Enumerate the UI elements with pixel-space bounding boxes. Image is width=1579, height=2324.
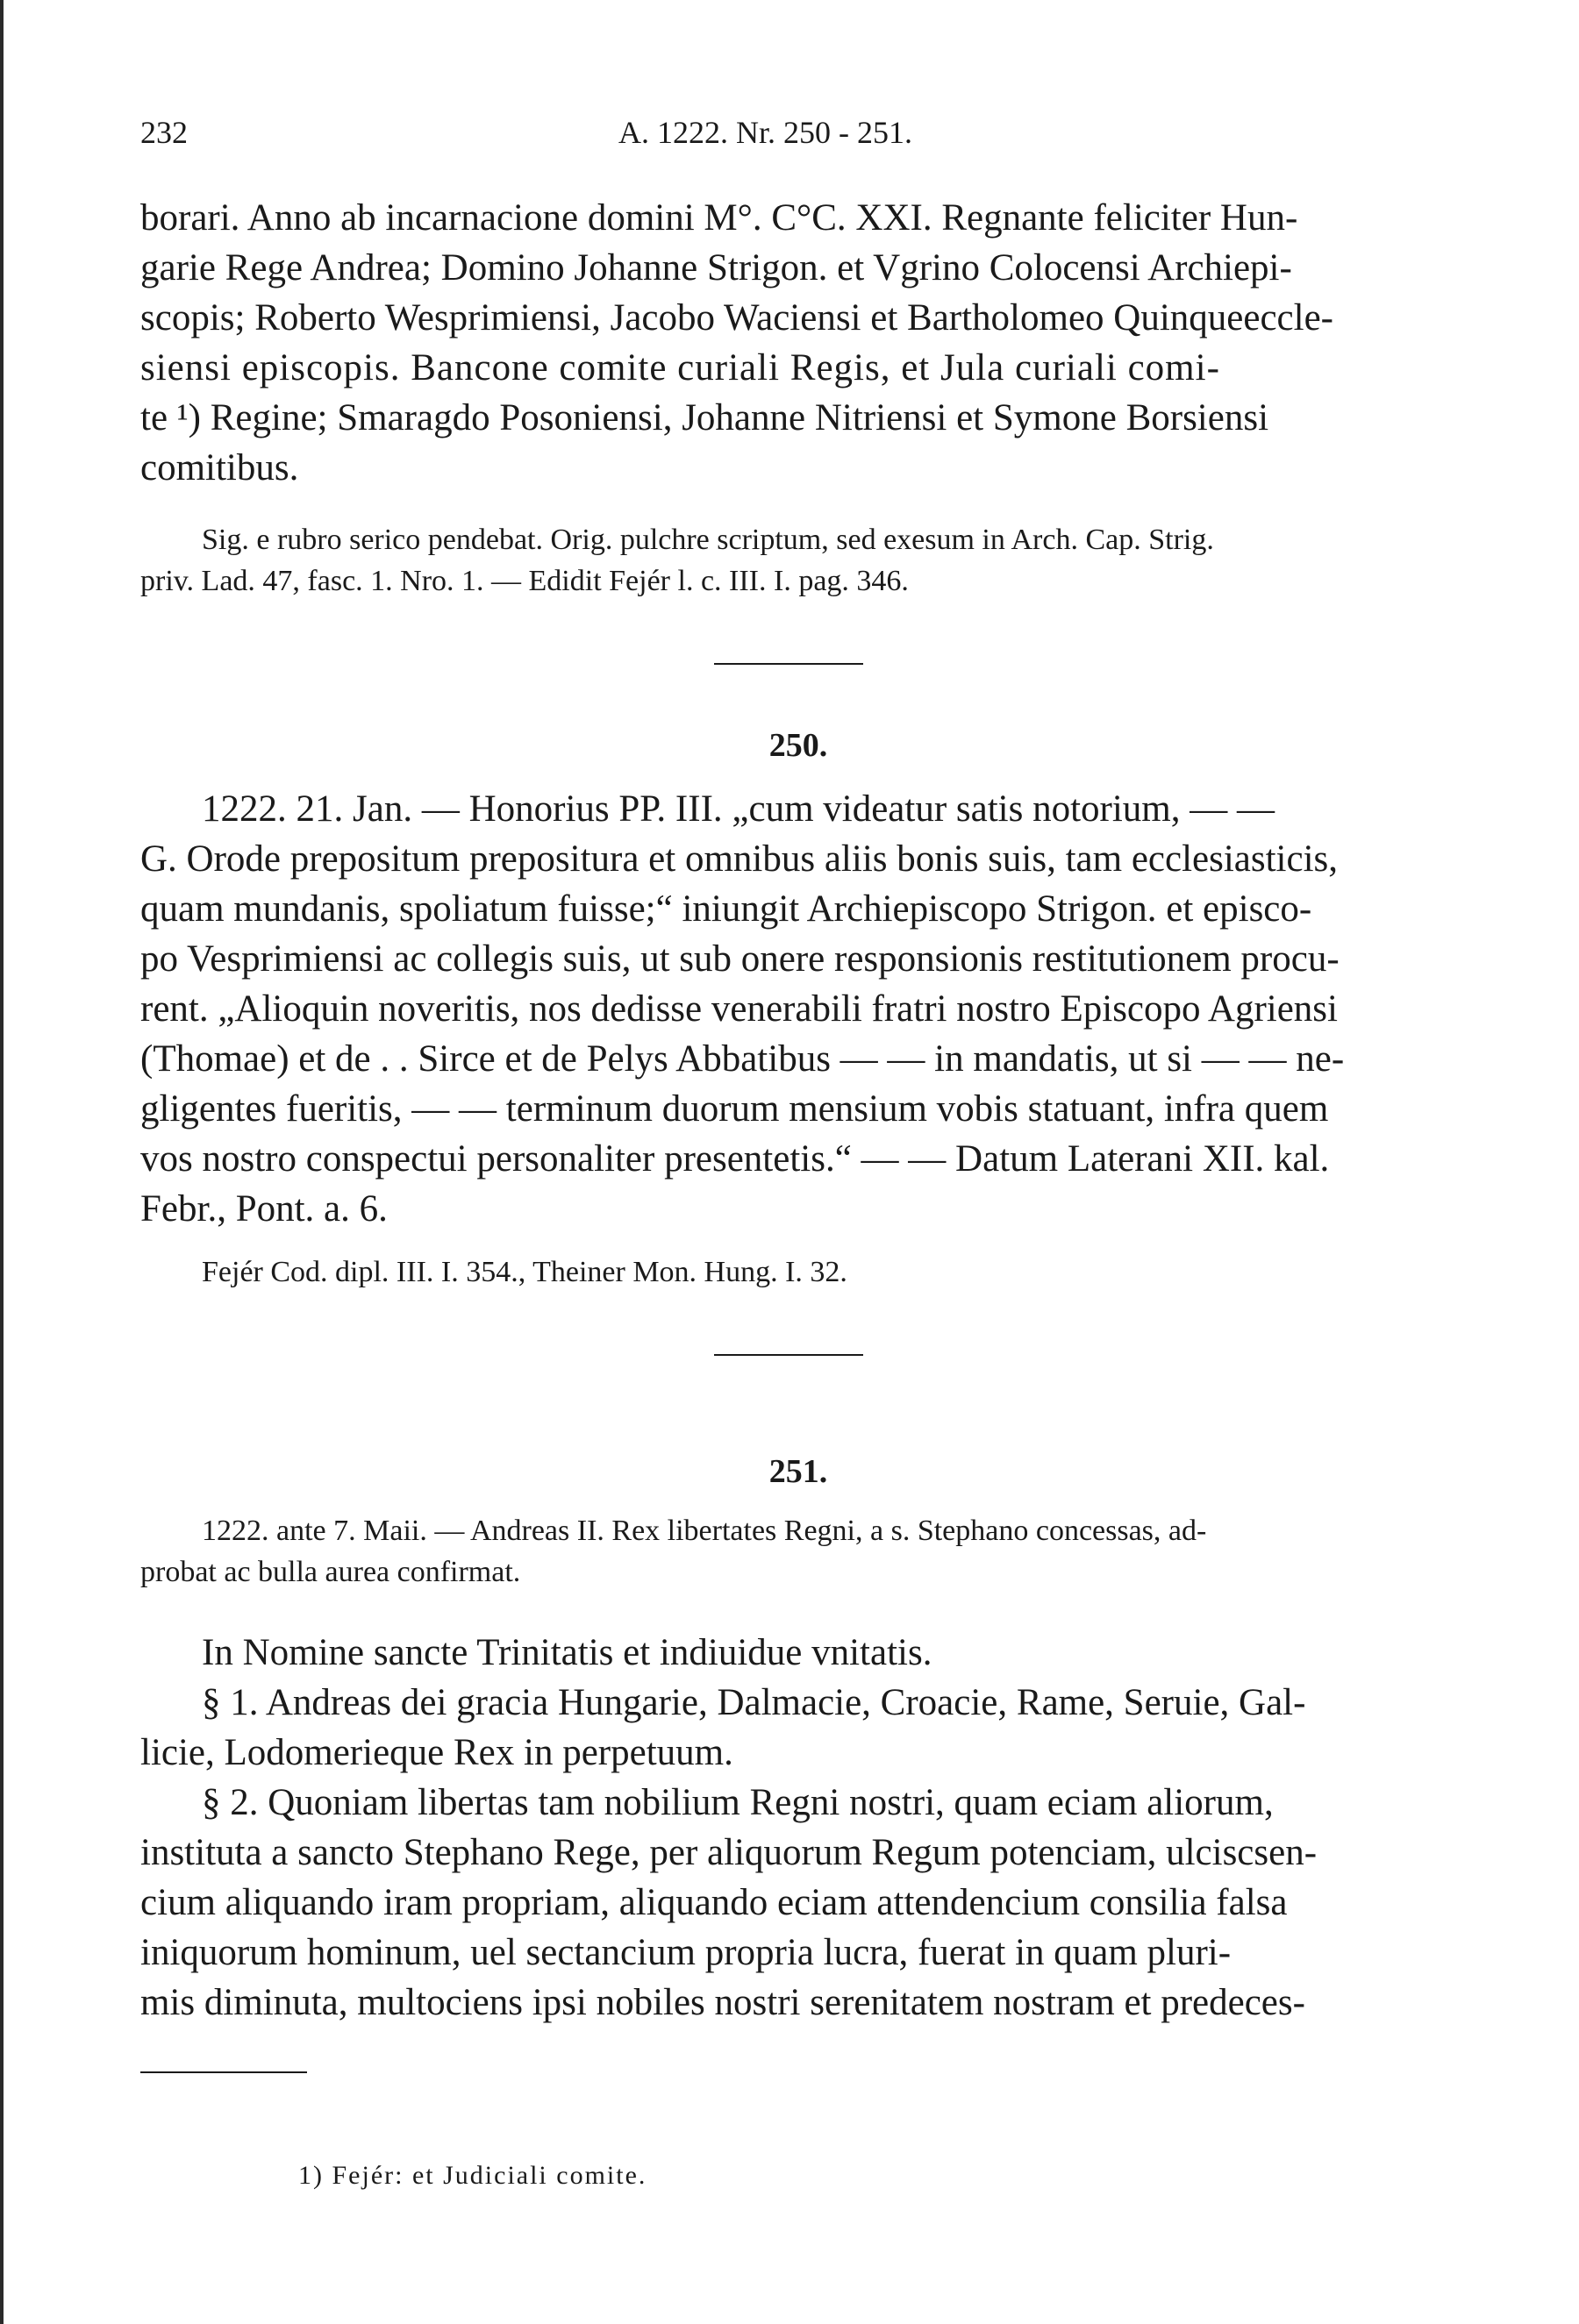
- scan-edge: [0, 0, 4, 2324]
- text-line: 1222. 21. Jan. — Honorius PP. III. „cum videatur satis notorium, — —: [202, 788, 1275, 830]
- text-line: rent. „Alioquin noveritis, nos dedisse venerabili fratri nostro Episcopo Agriensi: [140, 988, 1338, 1030]
- text-line: vos nostro conspectui personaliter presentetis.“ — — Datum Laterani XII. kal.: [140, 1138, 1330, 1180]
- text-line: scopis; Roberto Wesprimiensi, Jacobo Waciensi et Bartholomeo Quinqueeccle-: [140, 297, 1333, 339]
- section-1: [140, 1678, 1456, 1778]
- source-note: Fejér Cod. dipl. III. I. 354., Theiner Mon. Hung. I. 32.: [202, 1256, 847, 1288]
- text-line: po Vesprimiensi ac collegis suis, ut sub onere responsionis restitutionem procu-: [140, 938, 1340, 980]
- text-line: borari. Anno ab incarnacione domini M°. C°C. XXI. Regnante feliciter Hun-: [140, 197, 1298, 239]
- text-line: gligentes fueritis, — — terminum duorum mensium vobis statuant, infra quem: [140, 1088, 1329, 1130]
- note-line: priv. Lad. 47, fasc. 1. Nro. 1. — Edidit Fejér l. c. III. I. pag. 346.: [140, 565, 909, 597]
- entry-number: 250.: [768, 727, 828, 764]
- text-line: te ¹) Regine; Smaragdo Posoniensi, Johanne Nitriensi et Symone Borsiensi: [140, 397, 1269, 438]
- text-line: comitibus.: [140, 447, 299, 488]
- text-line: siensi episcopis. Bancone comite curiali Regis, et Jula curiali comi-: [140, 347, 1220, 389]
- page-number: 232: [140, 115, 188, 150]
- text-line: (Thomae) et de . . Sirce et de Pelys Abbatibus — — in mandatis, ut si — — ne-: [140, 1038, 1345, 1080]
- section-2: [140, 1778, 1456, 2028]
- text-line: G. Orode prepositum prepositura et omnibus aliis bonis suis, tam ecclesiasticis,: [140, 838, 1339, 880]
- text-line: mis diminuta, multociens ipsi nobiles nostri serenitatem nostram et predeces-: [140, 1982, 1305, 2023]
- text-line: licie, Lodomerieque Rex in perpetuum.: [140, 1732, 733, 1773]
- running-head: [140, 114, 1456, 158]
- text-line: cium aliquando iram propriam, aliquando eciam attendencium consilia falsa: [140, 1882, 1288, 1923]
- regest-line: 1222. ante 7. Maii. — Andreas II. Rex libertates Regni, a s. Stephano concessas, ad-: [202, 1515, 1207, 1547]
- text-line: garie Rege Andrea; Domino Johanne Strigon. et Vgrino Colocensi Archiepi-: [140, 247, 1292, 289]
- note-line: Sig. e rubro serico pendebat. Orig. pulchre scriptum, sed exesum in Arch. Cap. Strig.: [202, 524, 1214, 556]
- running-title: A. 1222. Nr. 250 - 251.: [618, 115, 912, 150]
- text-line: Febr., Pont. a. 6.: [140, 1188, 388, 1230]
- page: [140, 114, 1456, 2217]
- entry-250-text: [140, 784, 1456, 1234]
- text-line: § 1. Andreas dei gracia Hungarie, Dalmacie, Croacie, Rame, Seruie, Gal-: [202, 1682, 1306, 1723]
- text-line: § 2. Quoniam libertas tam nobilium Regni nostri, quam eciam aliorum,: [202, 1782, 1274, 1823]
- text-line: quam mundanis, spoliatum fuisse;“ iniungit Archiepiscopo Strigon. et episco-: [140, 888, 1312, 930]
- text-line: iniquorum hominum, uel sectancium propria lucra, fuerat in quam pluri-: [140, 1932, 1232, 1973]
- entry-number: 251.: [768, 1453, 828, 1490]
- regest-line: probat ac bulla aurea confirmat.: [140, 1556, 521, 1588]
- entry-251-regest: [140, 1510, 1456, 1593]
- invocation: In Nomine sancte Trinitatis et indiuidue vnitatis.: [202, 1632, 932, 1673]
- previous-document-source-note: [140, 519, 1456, 602]
- text-line: instituta a sancto Stephano Rege, per aliquorum Regum potenciam, ulciscsen-: [140, 1832, 1318, 1873]
- footnote: 1) Fejér: et Judiciali comite.: [298, 2161, 647, 2190]
- previous-document-text: [140, 193, 1456, 493]
